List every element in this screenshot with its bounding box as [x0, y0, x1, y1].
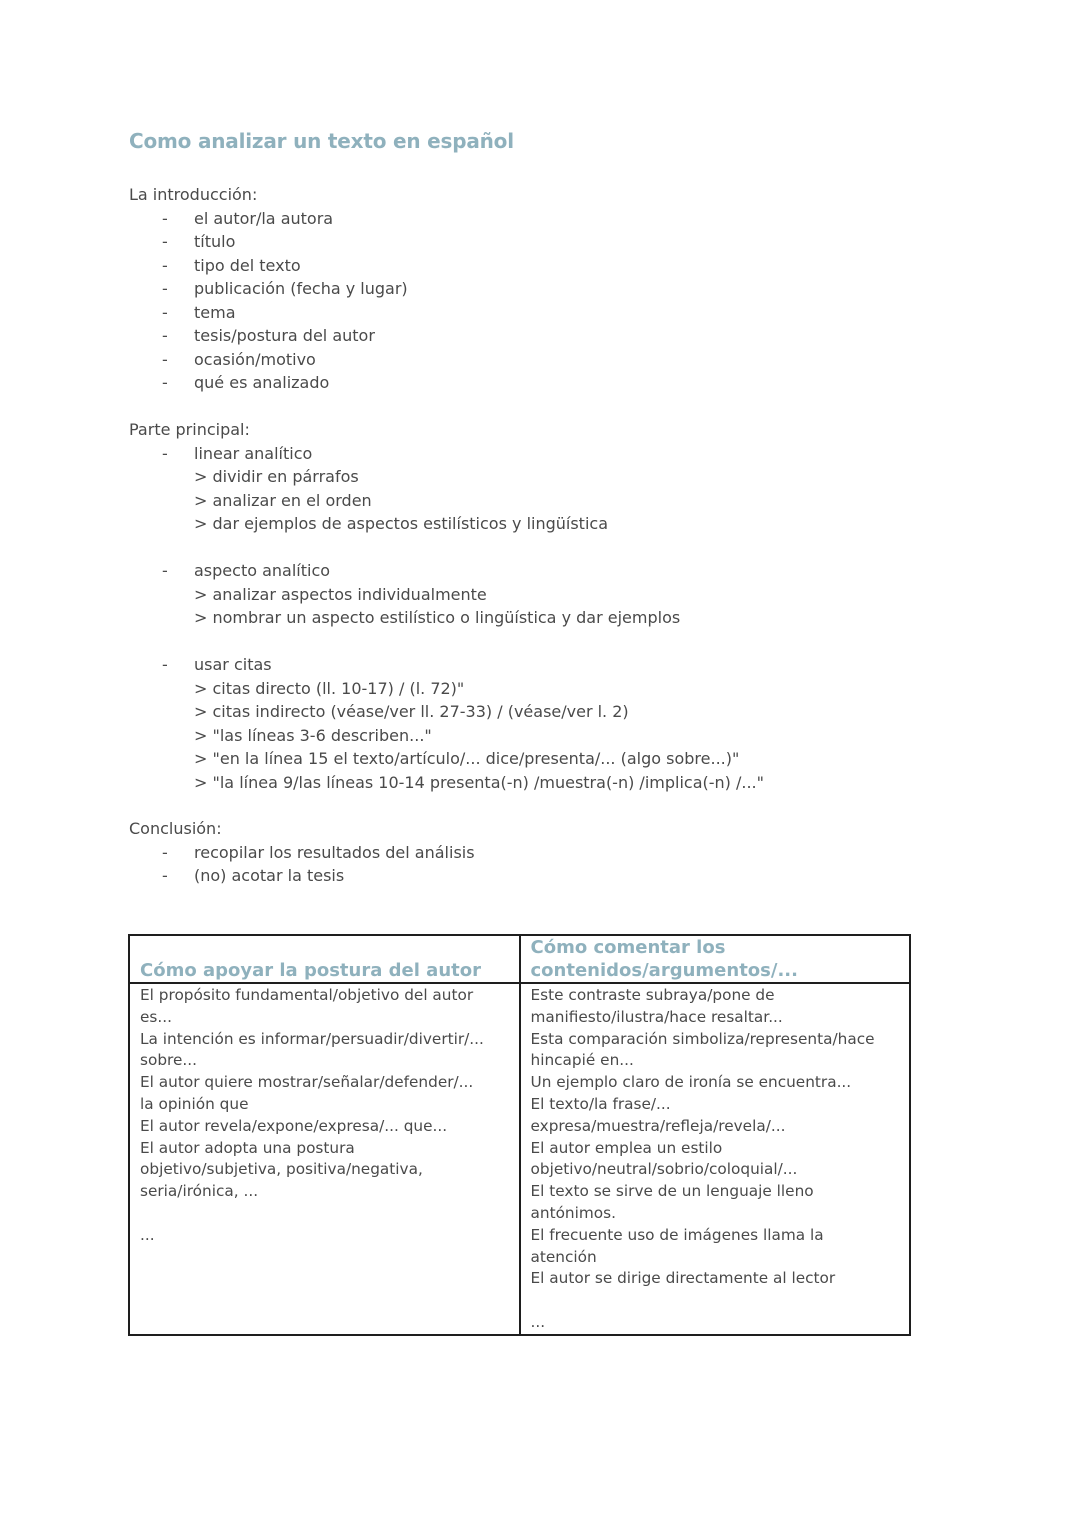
sub-item: > dar ejemplos de aspectos estilísticos y lingüística	[194, 514, 608, 533]
section-introduccion	[129, 183, 929, 395]
table-header-col2: Cómo comentar los contenidos/argumentos/...	[520, 935, 911, 983]
table-cell-line: antónimos.	[530, 1203, 616, 1222]
table-cell-line	[140, 1203, 509, 1225]
sub-item: > "las líneas 3-6 describen..."	[194, 725, 432, 745]
table-cell-col2	[520, 983, 911, 1335]
list-item: - ocasión/motivo	[162, 349, 316, 369]
list-item: - tipo del texto	[162, 255, 301, 275]
list-item: - el autor/la autora	[162, 208, 334, 228]
table-cell-line: El autor quiere mostrar/señalar/defender/...	[140, 1073, 474, 1092]
table-cell-line: objetivo/subjetiva, positiva/negativa,	[140, 1160, 423, 1179]
sub-item: > nombrar un aspecto estilístico o lingüística y dar ejemplos	[194, 608, 681, 627]
table-cell-line: expresa/muestra/refleja/revela/...	[530, 1116, 786, 1135]
list-item: - publicación (fecha y lugar)	[162, 279, 408, 298]
table-cell-line: atención	[530, 1247, 597, 1266]
table-cell-line: El propósito fundamental/objetivo del autor	[140, 986, 474, 1004]
conclusion-heading: Conclusión:	[129, 819, 222, 838]
table-cell-line: la opinión que	[140, 1094, 249, 1113]
table-cell-line: sobre...	[140, 1051, 197, 1070]
document-title: Como analizar un texto en español	[129, 129, 514, 153]
table-cell-line: El autor adopta una postura	[140, 1138, 355, 1157]
table-cell-line: seria/irónica, ...	[140, 1182, 259, 1201]
table-cell-line: El autor emplea un estilo	[530, 1138, 723, 1157]
list-item: - aspecto analítico	[162, 561, 331, 580]
sub-item: > dividir en párrafos	[194, 467, 359, 486]
table-cell-line: La intención es informar/persuadir/divertir/...	[140, 1029, 484, 1048]
list-item: - tesis/postura del autor	[162, 326, 375, 345]
table-cell-line: Un ejemplo claro de ironía se encuentra...	[530, 1073, 852, 1092]
list-item: - (no) acotar la tesis	[162, 866, 345, 885]
table-cell-line: El autor se dirige directamente al lector	[530, 1269, 836, 1288]
table-cell-line: Este contraste subraya/pone de	[530, 986, 775, 1004]
table-cell-line: hincapié en...	[530, 1051, 634, 1070]
phrases-table	[128, 934, 911, 1336]
list-item: - qué es analizado	[162, 373, 330, 392]
introduccion-heading: La introducción:	[129, 185, 258, 204]
sub-item: > citas directo (ll. 10-17) / (l. 72)"	[194, 678, 465, 698]
list-item: - usar citas	[162, 655, 272, 674]
table-cell-line	[531, 1290, 900, 1312]
table-cell-line: objetivo/neutral/sobrio/coloquial/...	[530, 1160, 798, 1179]
sub-item: > analizar aspectos individualmente	[194, 584, 487, 604]
list-item: - tema	[162, 302, 236, 322]
table-cell-line: manifiesto/ilustra/hace resaltar...	[530, 1007, 783, 1026]
table-cell-line: El texto se sirve de un lenguaje lleno	[530, 1182, 814, 1201]
table-cell-line: es...	[140, 1007, 172, 1026]
list-item: - linear analítico	[162, 443, 313, 463]
section-principal	[129, 418, 929, 794]
table-cell-line: El frecuente uso de imágenes llama la	[530, 1225, 824, 1244]
table-header-col1: Cómo apoyar la postura del autor	[129, 935, 520, 983]
section-conclusion	[129, 817, 929, 888]
list-item: - título	[162, 232, 236, 251]
table-cell-col1	[129, 983, 520, 1335]
table-cell-line: El texto/la frase/...	[530, 1094, 671, 1113]
sub-item: > "la línea 9/las líneas 10-14 presenta(-n) /muestra(-n) /implica(-n) /..."	[194, 772, 764, 792]
table-cell-line: ...	[530, 1312, 546, 1331]
sub-item: > citas indirecto (véase/ver ll. 27-33) / (véase/ver l. 2)	[194, 702, 629, 721]
principal-heading: Parte principal:	[129, 420, 250, 439]
table-cell-line: ...	[140, 1225, 155, 1244]
table-cell-line: Esta comparación simboliza/representa/hace	[530, 1029, 875, 1048]
list-item: - recopilar los resultados del análisis	[162, 842, 475, 862]
sub-item: > analizar en el orden	[194, 490, 372, 510]
table-cell-line: El autor revela/expone/expresa/... que...	[140, 1116, 448, 1135]
sub-item: > "en la línea 15 el texto/artículo/... dice/presenta/... (algo sobre...)"	[194, 749, 740, 768]
